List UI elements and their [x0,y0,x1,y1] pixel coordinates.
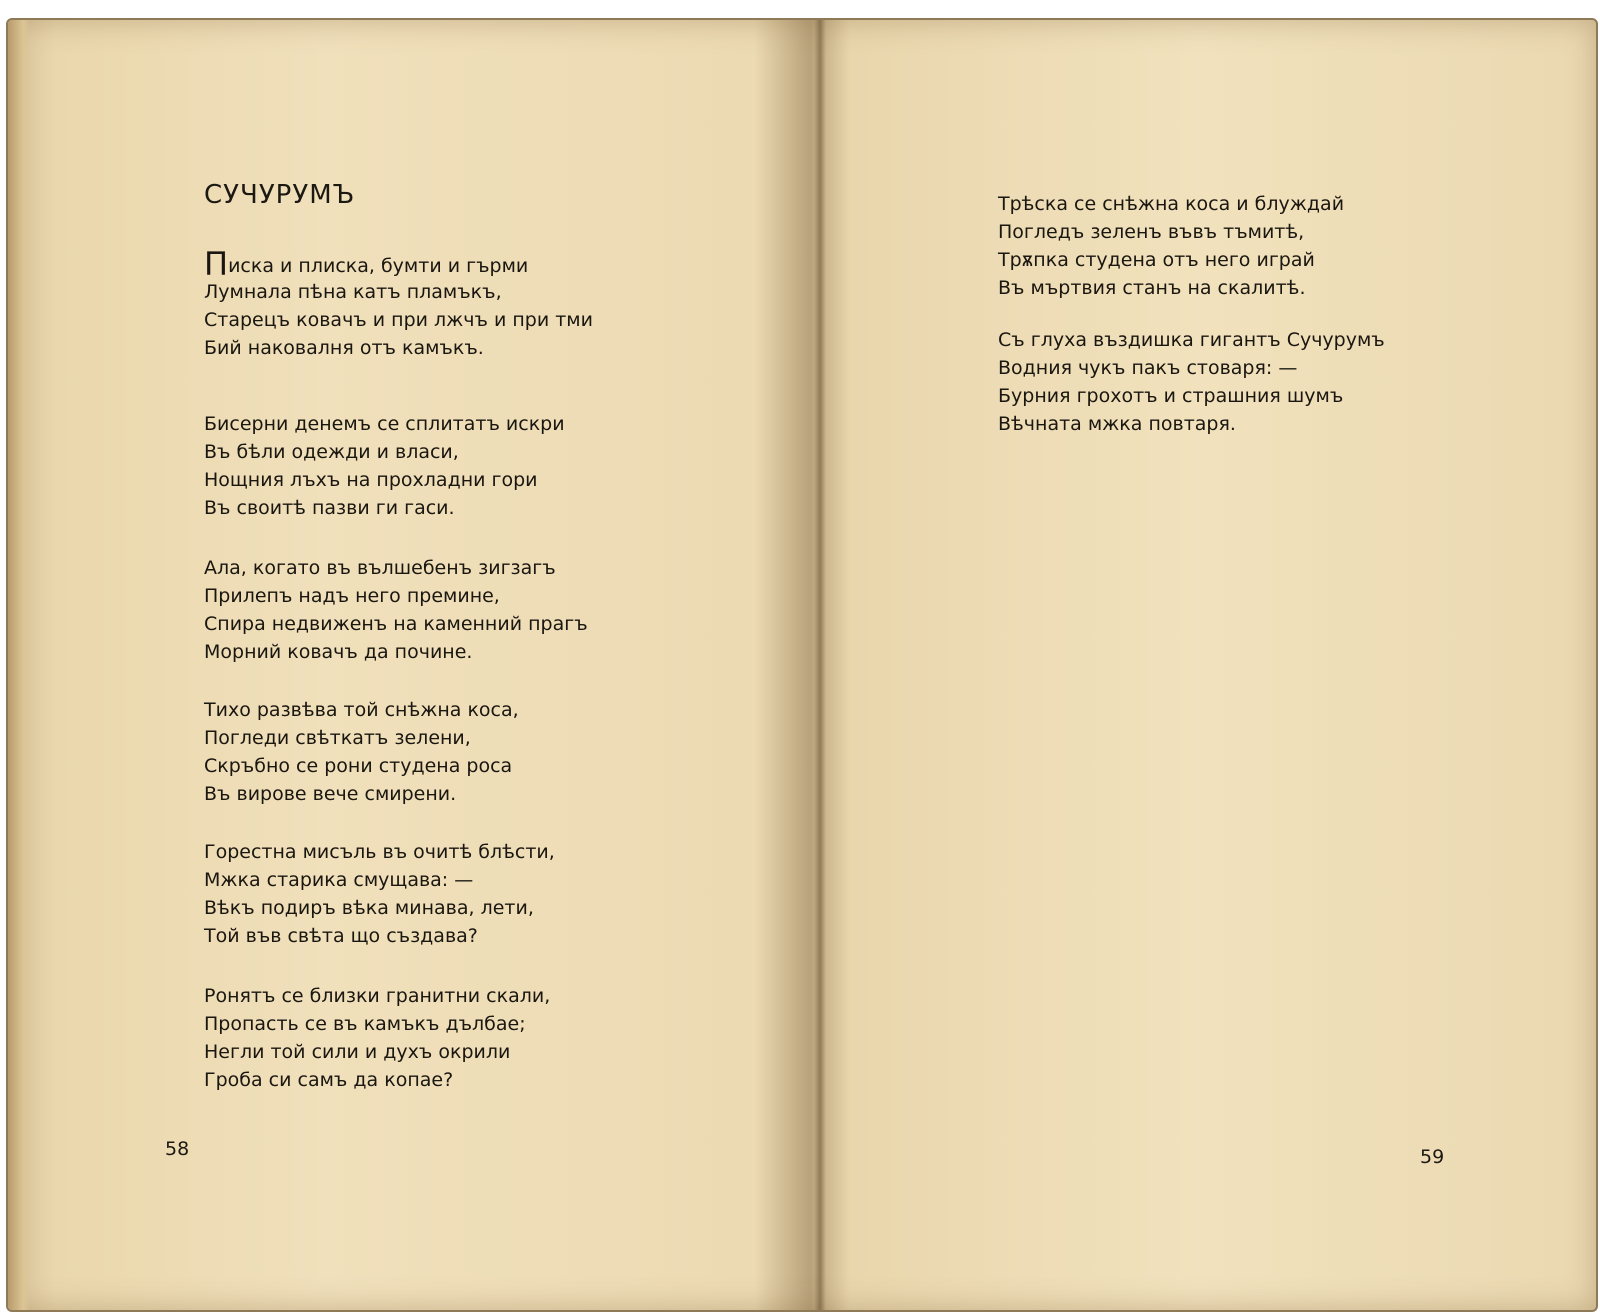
verse-line: Тихо развѣва той снѣжна коса, [204,699,519,721]
stanza [204,554,588,666]
verse-line: Пропасть се въ камъкъ дълбае; [204,1013,526,1035]
stanza [204,982,550,1094]
stanza [998,326,1385,438]
verse-line: Морний ковачъ да почине. [204,641,473,663]
verse-line: Трѣска се снѣжна коса и блуждай [998,193,1345,215]
verse-line: Вѣкъ подиръ вѣка минава, лети, [204,897,534,919]
verse-line: Въ вирове вече смирени. [204,783,457,805]
verse-line: Въ бѣли одежди и власи, [204,441,459,463]
stanza [998,190,1344,302]
stanza [204,696,519,808]
verse-line: Той във свѣта що създава? [204,925,478,947]
poem-title: СУЧУРУМЪ [204,180,356,210]
verse-line: Ронятъ се близки гранитни скали, [204,985,551,1007]
verse-line: Трѫпка студена отъ него играй [998,249,1315,271]
verse-line: Погледи свѣткатъ зелени, [204,727,471,749]
verse-line: Скръбно се рони студена роса [204,755,513,777]
verse-line: Погледъ зеленъ въвъ тъмитѣ, [998,221,1305,243]
verse-line: Вѣчната мжка повтаря. [998,413,1236,435]
verse-line: Мжка старика смущава: — [204,869,474,891]
verse-line: Ала, когато въ вълшебенъ зигзагъ [204,557,556,579]
left-page [8,20,816,1310]
verse-line: Прилепъ надъ него премине, [204,585,500,607]
verse-line: Лумнала пѣна катъ пламъкъ, [204,281,502,303]
page-number: 59 [1420,1146,1445,1168]
book-spread [6,18,1598,1312]
verse-line: Съ глуха въздишка гигантъ Сучурумъ [998,329,1385,351]
verse-line: Въ мъртвия станъ на скалитѣ. [998,277,1306,299]
verse-line: Гроба си самъ да копае? [204,1069,454,1091]
verse-line: Бурния грохотъ и страшния шумъ [998,385,1344,407]
verse-line: Бисерни денемъ се сплитатъ искри [204,413,565,435]
stanza [204,245,593,362]
stanza [204,410,565,522]
verse-line: Спира недвиженъ на каменний прагъ [204,613,588,635]
verse-line: Старецъ ковачъ и при лжчъ и при тми [204,309,593,331]
verse-line: Водния чукъ пакъ стоваря: — [998,357,1298,379]
right-page [824,20,1596,1310]
verse-line: Нощния лъхъ на прохладни гори [204,469,538,491]
verse-line-rest: иска и плиска, бумти и гърми [228,255,529,277]
page-number: 58 [165,1138,190,1160]
verse-line: Бий наковалня отъ камъкъ. [204,337,484,359]
verse-line: Горестна мисъль въ очитѣ блѣсти, [204,841,555,863]
verse-line: Негли той сили и духъ окрили [204,1041,511,1063]
drop-cap: П [204,245,229,283]
verse-line: Въ своитѣ пазви ги гаси. [204,497,455,519]
verse-line [204,245,593,283]
stanza [204,838,555,950]
